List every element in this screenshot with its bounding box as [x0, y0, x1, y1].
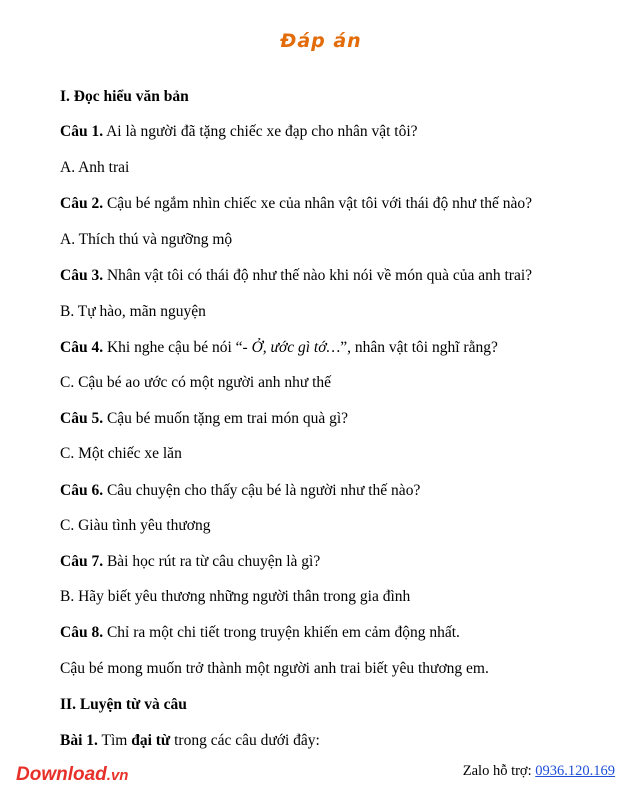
question-text: Bài học rút ra từ câu chuyện là gì? — [103, 553, 321, 570]
section-heading-vocabulary: II. Luyện từ và câu — [60, 696, 187, 713]
answer-8: Cậu bé mong muốn trở thành một người anh trai biết yêu thương em. — [60, 660, 489, 677]
question-text: Khi nghe cậu bé nói “- — [103, 339, 252, 356]
answer-1: A. Anh trai — [60, 159, 130, 176]
question-label: Câu 4. — [60, 339, 104, 356]
download-logo[interactable] — [16, 764, 128, 786]
question-3 — [60, 266, 532, 286]
question-text: Cậu bé ngắm nhìn chiếc xe của nhân vật tôi với thái độ như thế nào? — [103, 195, 533, 212]
question-8 — [60, 623, 460, 643]
exercise-text-end: trong các câu dưới đây: — [170, 732, 320, 749]
question-label: Câu 3. — [60, 267, 104, 284]
logo-suffix: .vn — [106, 767, 129, 784]
question-label: Câu 6. — [60, 482, 104, 499]
question-label: Câu 2. — [60, 195, 104, 212]
question-text-end: ”, nhân vật tôi nghĩ rằng? — [340, 339, 498, 356]
exercise-1 — [60, 731, 320, 751]
question-label: Câu 8. — [60, 624, 104, 641]
logo-main: Download — [16, 764, 107, 785]
answer-7: B. Hãy biết yêu thương những người thân trong gia đình — [60, 588, 411, 605]
question-5 — [60, 409, 348, 429]
question-text: Ai là người đã tặng chiếc xe đạp cho nhân vật tôi? — [103, 123, 418, 140]
page-title: Đáp án — [280, 30, 362, 52]
answer-4: C. Cậu bé ao ước có một người anh như thế — [60, 374, 332, 391]
question-label: Câu 5. — [60, 410, 104, 427]
question-text: Chỉ ra một chi tiết trong truyện khiến em cảm động nhất. — [103, 624, 460, 641]
question-text: Nhân vật tôi có thái độ như thế nào khi nói về món quà của anh trai? — [103, 267, 533, 284]
zalo-support — [463, 763, 615, 780]
question-2 — [60, 194, 532, 214]
section-heading-reading: I. Đọc hiểu văn bản — [60, 88, 189, 105]
answer-3: B. Tự hào, mãn nguyện — [60, 303, 206, 320]
answer-2: A. Thích thú và ngưỡng mộ — [60, 231, 233, 248]
question-6 — [60, 481, 420, 501]
question-quote: Ở, ước gì tớ… — [251, 339, 341, 356]
question-text: Cậu bé muốn tặng em trai món quà gì? — [103, 410, 349, 427]
question-label: Câu 1. — [60, 123, 104, 140]
question-4 — [60, 338, 498, 358]
exercise-keyword: đại từ — [131, 732, 171, 749]
question-label: Câu 7. — [60, 553, 104, 570]
answer-6: C. Giàu tình yêu thương — [60, 517, 211, 534]
question-7 — [60, 552, 320, 572]
answer-5: C. Một chiếc xe lăn — [60, 445, 182, 462]
exercise-label: Bài 1. — [60, 732, 98, 749]
exercise-text: Tìm — [97, 732, 132, 749]
question-text: Câu chuyện cho thấy cậu bé là người như thế nào? — [103, 482, 421, 499]
question-1 — [60, 122, 418, 142]
zalo-label: Zalo hỗ trợ: — [462, 763, 536, 779]
zalo-phone-link[interactable]: 0936.120.169 — [535, 763, 615, 779]
